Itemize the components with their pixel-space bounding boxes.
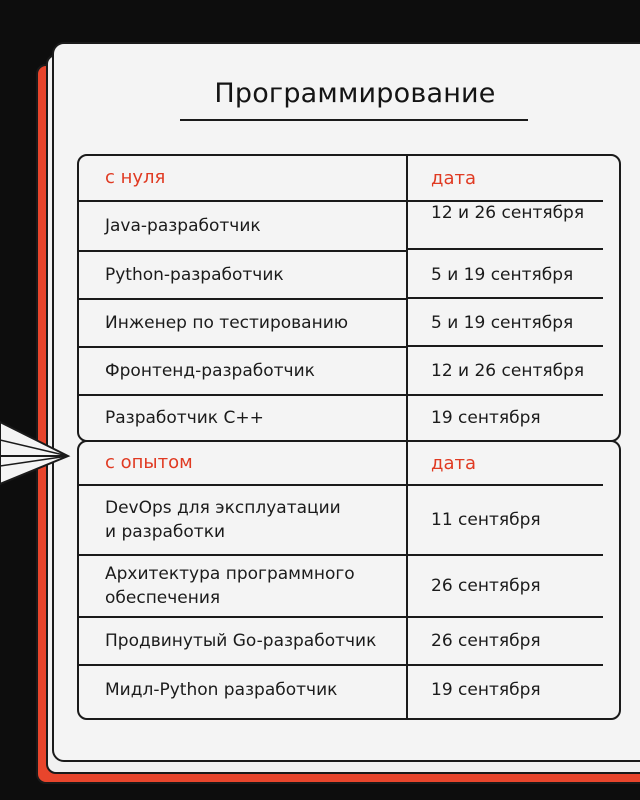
table-row[interactable] — [79, 486, 619, 554]
table-row[interactable] — [79, 666, 619, 714]
row-divider — [406, 248, 603, 250]
course-date: 5 и 19 сентября — [431, 265, 574, 285]
course-name: Инженер по тестированию — [105, 313, 349, 333]
course-date: 5 и 19 сентября — [431, 313, 574, 333]
course-date: 11 сентября — [431, 510, 541, 530]
course-name: Продвинутый Go-разработчик — [105, 631, 377, 651]
course-date: 12 и 26 сентября — [431, 361, 585, 381]
course-name-line1: Архитектура программного — [105, 564, 355, 584]
table-experienced — [77, 440, 621, 720]
course-name: Java-разработчик — [105, 216, 261, 236]
header-course: с нуля — [105, 167, 166, 188]
course-date: 19 сентября — [431, 408, 541, 428]
row-divider — [406, 297, 603, 299]
course-name: Фронтенд-разработчик — [105, 361, 315, 381]
table-row[interactable] — [79, 202, 619, 250]
title-underline — [180, 119, 528, 121]
course-date: 12 и 26 сентября — [431, 203, 585, 223]
course-name-line1: DevOps для эксплуатации — [105, 498, 341, 518]
table-row[interactable] — [79, 300, 619, 346]
course-name — [105, 496, 395, 544]
table-row[interactable] — [79, 556, 619, 616]
course-name: Мидл-Python разработчик — [105, 680, 338, 700]
page-title: Программирование — [214, 78, 496, 109]
header-date: дата — [431, 452, 476, 474]
table-header — [79, 156, 619, 200]
course-date: 26 сентября — [431, 576, 541, 596]
table-row[interactable] — [79, 396, 619, 440]
course-name — [105, 562, 395, 610]
paper-plane-icon — [0, 400, 80, 510]
course-date: 19 сентября — [431, 680, 541, 700]
header-date: дата — [431, 167, 476, 189]
course-date: 26 сентября — [431, 631, 541, 651]
table-beginner — [77, 154, 621, 442]
course-name-line2: обеспечения — [105, 588, 221, 608]
header-course: с опытом — [105, 452, 193, 473]
table-header — [79, 442, 619, 484]
table-row[interactable] — [79, 348, 619, 394]
course-name: Разработчик С++ — [105, 408, 264, 428]
course-name-line2: и разработки — [105, 522, 226, 542]
row-divider — [406, 345, 603, 347]
course-name: Python-разработчик — [105, 265, 284, 285]
table-row[interactable] — [79, 252, 619, 298]
table-row[interactable] — [79, 618, 619, 664]
